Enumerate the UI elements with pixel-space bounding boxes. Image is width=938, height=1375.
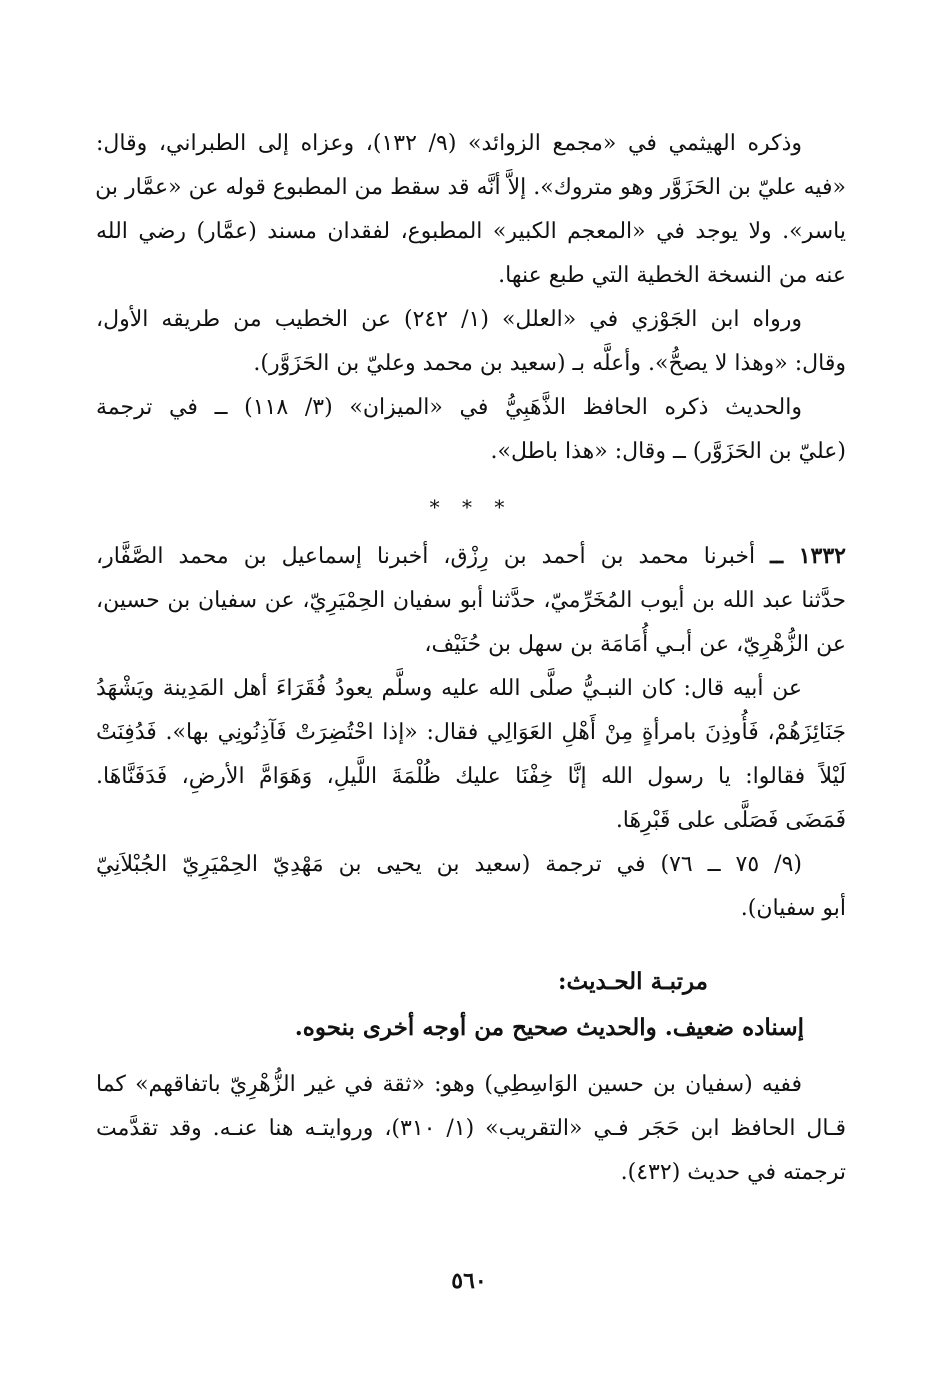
paragraph-haythami (96, 122, 846, 298)
text-line: أبو سفيان). (740, 896, 846, 921)
section-separator: * * * (429, 495, 513, 519)
grading-heading: مرتبـة الحـديث: (558, 968, 708, 995)
grading-explanation (96, 1063, 846, 1195)
text-line: «فيه عليّ بن الحَزَوَّر وهو متروك». إلاَّ أنَّه قد سقط من المطبوع قوله عن «عمَّار بن (95, 175, 846, 200)
commentary-section (96, 122, 846, 474)
text-line: (٩/ ٧٥ ــ ٧٦) في ترجمة (سعيد بن يحيى بن مَهْدِيّ الحِمْيَرِيّ الجُبْلاَنِيّ (96, 852, 802, 877)
text-line: ترجمته في حديث (٤٣٢). (620, 1160, 846, 1185)
text-line: وقال: «وهذا لا يصحُّ». وأعلَّه بـ (سعيد بن محمد وعليّ بن الحَزَوَّر). (253, 351, 846, 376)
page-number: ٥٦٠ (451, 1268, 487, 1294)
text-line: قـال الحافظ ابن حَجَر فـي «التقريب» (١/ ٣١٠)، وروايتـه هنا عنـه. وقد تقدَّمت (96, 1116, 847, 1141)
text-line: جَنَائِزَهُمْ، فَأُوذِنَ بامرأةٍ مِنْ أَهْلِ العَوَالِي فقال: «إذا احْتُضِرَتْ فَآذِنُونِي بها». فَدُفِنَتْ (96, 720, 846, 745)
text-line: (عليّ بن الحَزَوَّر) ــ وقال: «هذا باطل». (490, 439, 846, 464)
text-line (96, 534, 846, 579)
hadith-block (96, 534, 846, 931)
spacer (96, 931, 846, 959)
text-line: فَمَضَى فَصَلَّى على قَبْرِهَا. (615, 808, 846, 833)
isnad-text: أخبرنا محمد بن أحمد بن رِزْق، أخبرنا إسماعيل بن محمد الصَّفَّار، (96, 544, 756, 569)
text-line: عن الزُّهْرِيّ، عن أبـي أُمَامَة بن سهل بن حُنَيْف، (424, 632, 846, 657)
hadith-reference (96, 843, 846, 931)
grading-section (96, 959, 846, 1195)
grading-ruling: إسناده ضعيف. والحديث صحيح من أوجه أخرى بنحوه. (294, 1014, 804, 1041)
hadith-number: ١٣٣٢ ــ (770, 543, 846, 569)
text-line: والحديث ذكره الحافظ الذَّهَبِيُّ في «الميزان» (٣/ ١١٨) ــ في ترجمة (96, 395, 803, 420)
text-line: عن أبيه قال: كان النبـيُّ صلَّى الله عليه وسلَّم يعودُ فُقَرَاءَ أهل المَدِينة ويَشْهَدُ (96, 676, 802, 701)
text-line: عنه من النسخة الخطية التي طبع عنها. (498, 263, 846, 288)
text-line: لَيْلاً فقالوا: يا رسول الله إنَّا خِفْنَا عليك ظُلْمَةَ اللَّيلِ، وَهَوَامَّ الأرضِ، فَدَفَنَّاهَا. (96, 764, 846, 789)
paragraph-dhahabi (96, 386, 846, 474)
hadith-matn (96, 667, 846, 843)
text-line: حدَّثنا عبد الله بن أيوب المُخَرِّميّ، حدَّثنا أبو سفيان الحِمْيَرِيّ، عن سفيان بن حسين، (96, 588, 846, 613)
text-line: ياسر». ولا يوجد في «المعجم الكبير» المطبوع، لفقدان مسند (عمَّار) رضي الله (96, 219, 846, 244)
text-line: ففيه (سفيان بن حسين الوَاسِطِي) وهو: «ثقة في غير الزُّهْرِيّ باتفاقهم» كما (96, 1072, 802, 1097)
text-line: وذكره الهيثمي في «مجمع الزوائد» (٩/ ١٣٢)، وعزاه إلى الطبراني، وقال: (96, 131, 803, 156)
paragraph-ibn-jawzi (96, 298, 846, 386)
text-line: ورواه ابن الجَوْزي في «العلل» (١/ ٢٤٢) عن الخطيب من طريقه الأول، (96, 307, 802, 332)
hadith-isnad (96, 534, 846, 667)
